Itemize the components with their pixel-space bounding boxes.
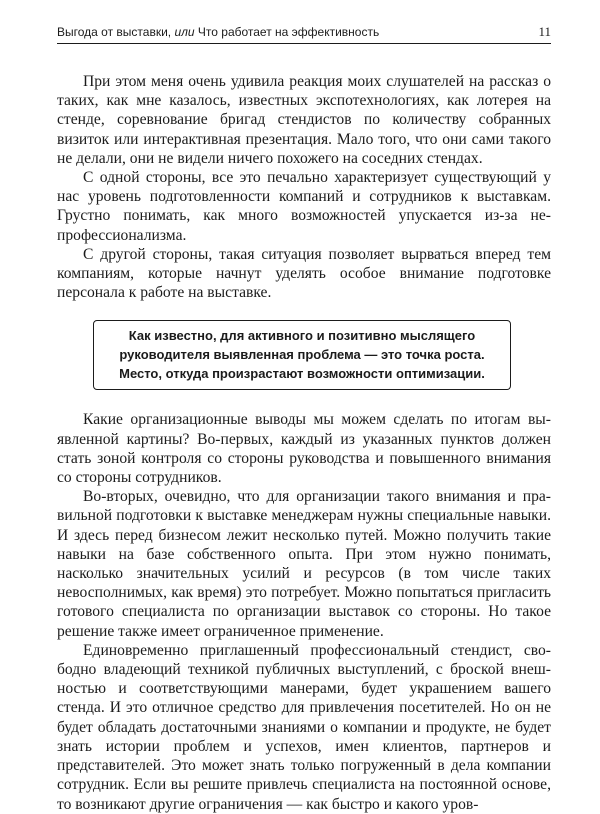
- paragraph: Во-вторых, очевидно, что для организации такого внимания и правильной подготовки к выставке менеджерам нужны специальные навыки. И здесь перед бизнесом лежит несколько путей. Можно получить такие навыки на базе собственного опыта. При этом нужно понимать, насколько значительных усилий и ресурсов (в том числе таких невосполнимых, как время) это потребует. Можно попытаться пригласить готового специалиста по организации выставок со стороны. Но такое решение также имеет ограниченное применение.: [57, 488, 551, 640]
- header-rule: [57, 43, 551, 44]
- paragraph: Какие организационные выводы мы можем сделать по итогам выявленной картины? Во-первых, каждый из указанных пунктов должен стать зоной контроля со стороны руководства и повышенного внимания со стороны сотрудников.: [57, 411, 551, 487]
- paragraph: С одной стороны, все это печально характеризует существующий у нас уровень подготовленности компаний и сотрудников к выставкам. Грустно понимать, как много возможностей упускается из-за непрофессионализма.: [57, 169, 551, 244]
- callout-box: Как известно, для активного и позитивно мыслящего руководителя выявленная проблема — это точка роста. Место, откуда произрастают возможности оптимизации.: [93, 320, 511, 390]
- running-title: [57, 24, 379, 40]
- running-title-part2: Что работает на эффективность: [194, 25, 380, 39]
- paragraph: При этом меня очень удивила реакция моих слушателей на рассказ о таких, как мне казалось, известных экспотехнологиях, как лотерея на стенде, соревнование бригад стендистов по количеству собранных визиток или интерактивная презентация. Мало того, что они сами такого не делали, они не видели ничего похожего на соседних стендах.: [57, 73, 551, 167]
- page-number: 11: [538, 24, 551, 39]
- running-title-italic: или: [174, 25, 195, 39]
- body-text: [57, 72, 551, 814]
- paragraph: Единовременно приглашенный профессиональный стендист, свободно владеющий техникой публичных выступлений, с броской внешностью и соответствующими манерами, будет украшением вашего стенда. И это отличное средство для привлечения посетителей. Но он не будет обладать достаточными знаниями о компании и продукте, не будет знать истории проблем и успехов, имен клиентов, партнеров и представителей. Это может знать только погруженный в дела компании сотрудник. Если вы решите привлечь специалиста на постоянной основе, то возникают другие ограничения — как быстро и какого уров-: [57, 641, 551, 813]
- paragraph: С другой стороны, такая ситуация позволяет вырваться вперед тем компаниям, которые начнут уделять особое внимание подготовке персонала к работе на выставке.: [57, 245, 551, 302]
- running-title-part1: Выгода от выставки,: [57, 25, 175, 39]
